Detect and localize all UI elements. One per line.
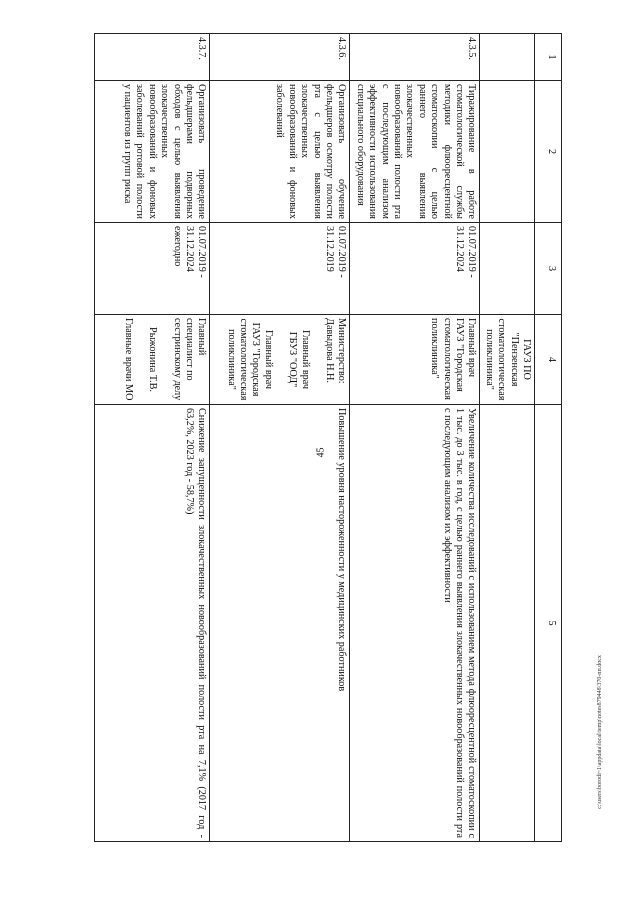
col-header-3: 3 — [535, 223, 562, 315]
cont-cell-1 — [480, 34, 535, 81]
table-row — [350, 34, 480, 842]
row-result: Снижение запущенности злокачественных новообразований полости рта на 7,1% (2017 год - 63,2%, 2023 год - 58,7%) — [95, 405, 210, 842]
document-table-container — [118, 33, 562, 841]
cont-cell-5 — [480, 405, 535, 842]
responsible-3: Главный врач ГАУЗ "Городская стоматологическая поликлиника" — [225, 318, 274, 401]
row-action: Организовать проведение фельдшерами подворных обходов с целью выявления злокачественных новообразований и фоновых заболеваний ротовой полости у пациентов из групп риска — [95, 81, 210, 223]
col-header-5: 5 — [535, 405, 562, 842]
row-period: 01.07.2019 - 31.12.2024 ежегодно — [95, 223, 210, 315]
row-number: 4.3.5. — [350, 34, 480, 81]
row-responsible — [210, 315, 350, 405]
table-header-row — [535, 34, 562, 842]
table-row — [95, 34, 210, 842]
row-period: 01.07.2019 - 31.12.2019 — [210, 223, 350, 315]
cont-cell-2 — [480, 81, 535, 223]
responsible-1: Главный специалист по сестринскому делу — [171, 318, 208, 401]
cont-org-cell: ГАУЗ ПО "Пензенская стоматологическая поликлиника" — [480, 315, 535, 405]
continuation-row — [480, 34, 535, 842]
responsible-1: Министерство: Давыдова Н.Н. — [323, 318, 348, 384]
responsible-1: Главный врач ГАУЗ "Городская стоматологическая поликлиника" — [429, 318, 478, 400]
responsible-2: Главный врач ГБУЗ "ООД" — [287, 330, 311, 389]
row-result: Повышение уровня настороженности у медицинских работников — [210, 405, 350, 842]
row-number: 4.3.7. — [95, 34, 210, 81]
row-responsible — [95, 315, 210, 405]
row-result: Увеличение количества исследований с использованием метода флюоресцентной стоматоскопии с 1 тыс. до 3 тыс. в год, с целью раннего выявления злокачественных новообразований полости рта с последующим анализом их эффективности — [350, 405, 480, 842]
col-header-1: 1 — [535, 34, 562, 81]
page-number: 45 — [315, 447, 327, 458]
col-header-2: 2 — [535, 81, 562, 223]
row-period: 01.07.2019 - 31.12.2024 — [350, 223, 480, 315]
cont-cell-3 — [480, 223, 535, 315]
table-row — [210, 34, 350, 842]
row-number: 4.3.6. — [210, 34, 350, 81]
action-plan-table — [94, 33, 562, 842]
responsible-2: Рыжонина Т.В. — [147, 327, 159, 392]
col-header-4: 4 — [535, 315, 562, 405]
row-action: Организовать обучение фельдшеров осмотру полости рта с целью выявления злокачественных новообразований и фоновых заболеваний — [210, 81, 350, 223]
footer-file-path: c:\users\borodi~1\appdata\local\temp\notes879448\370-пп.docx — [597, 655, 603, 809]
responsible-3: Главные врачи МО — [122, 318, 134, 401]
row-responsible — [350, 315, 480, 405]
row-action: Тиражирование в работе стоматологической службы методики флюоресцентной стоматоскопии с целью раннего выявления злокачественных новообразований полости рта с последующим анализом эффективности использования специального оборудования — [350, 81, 480, 223]
